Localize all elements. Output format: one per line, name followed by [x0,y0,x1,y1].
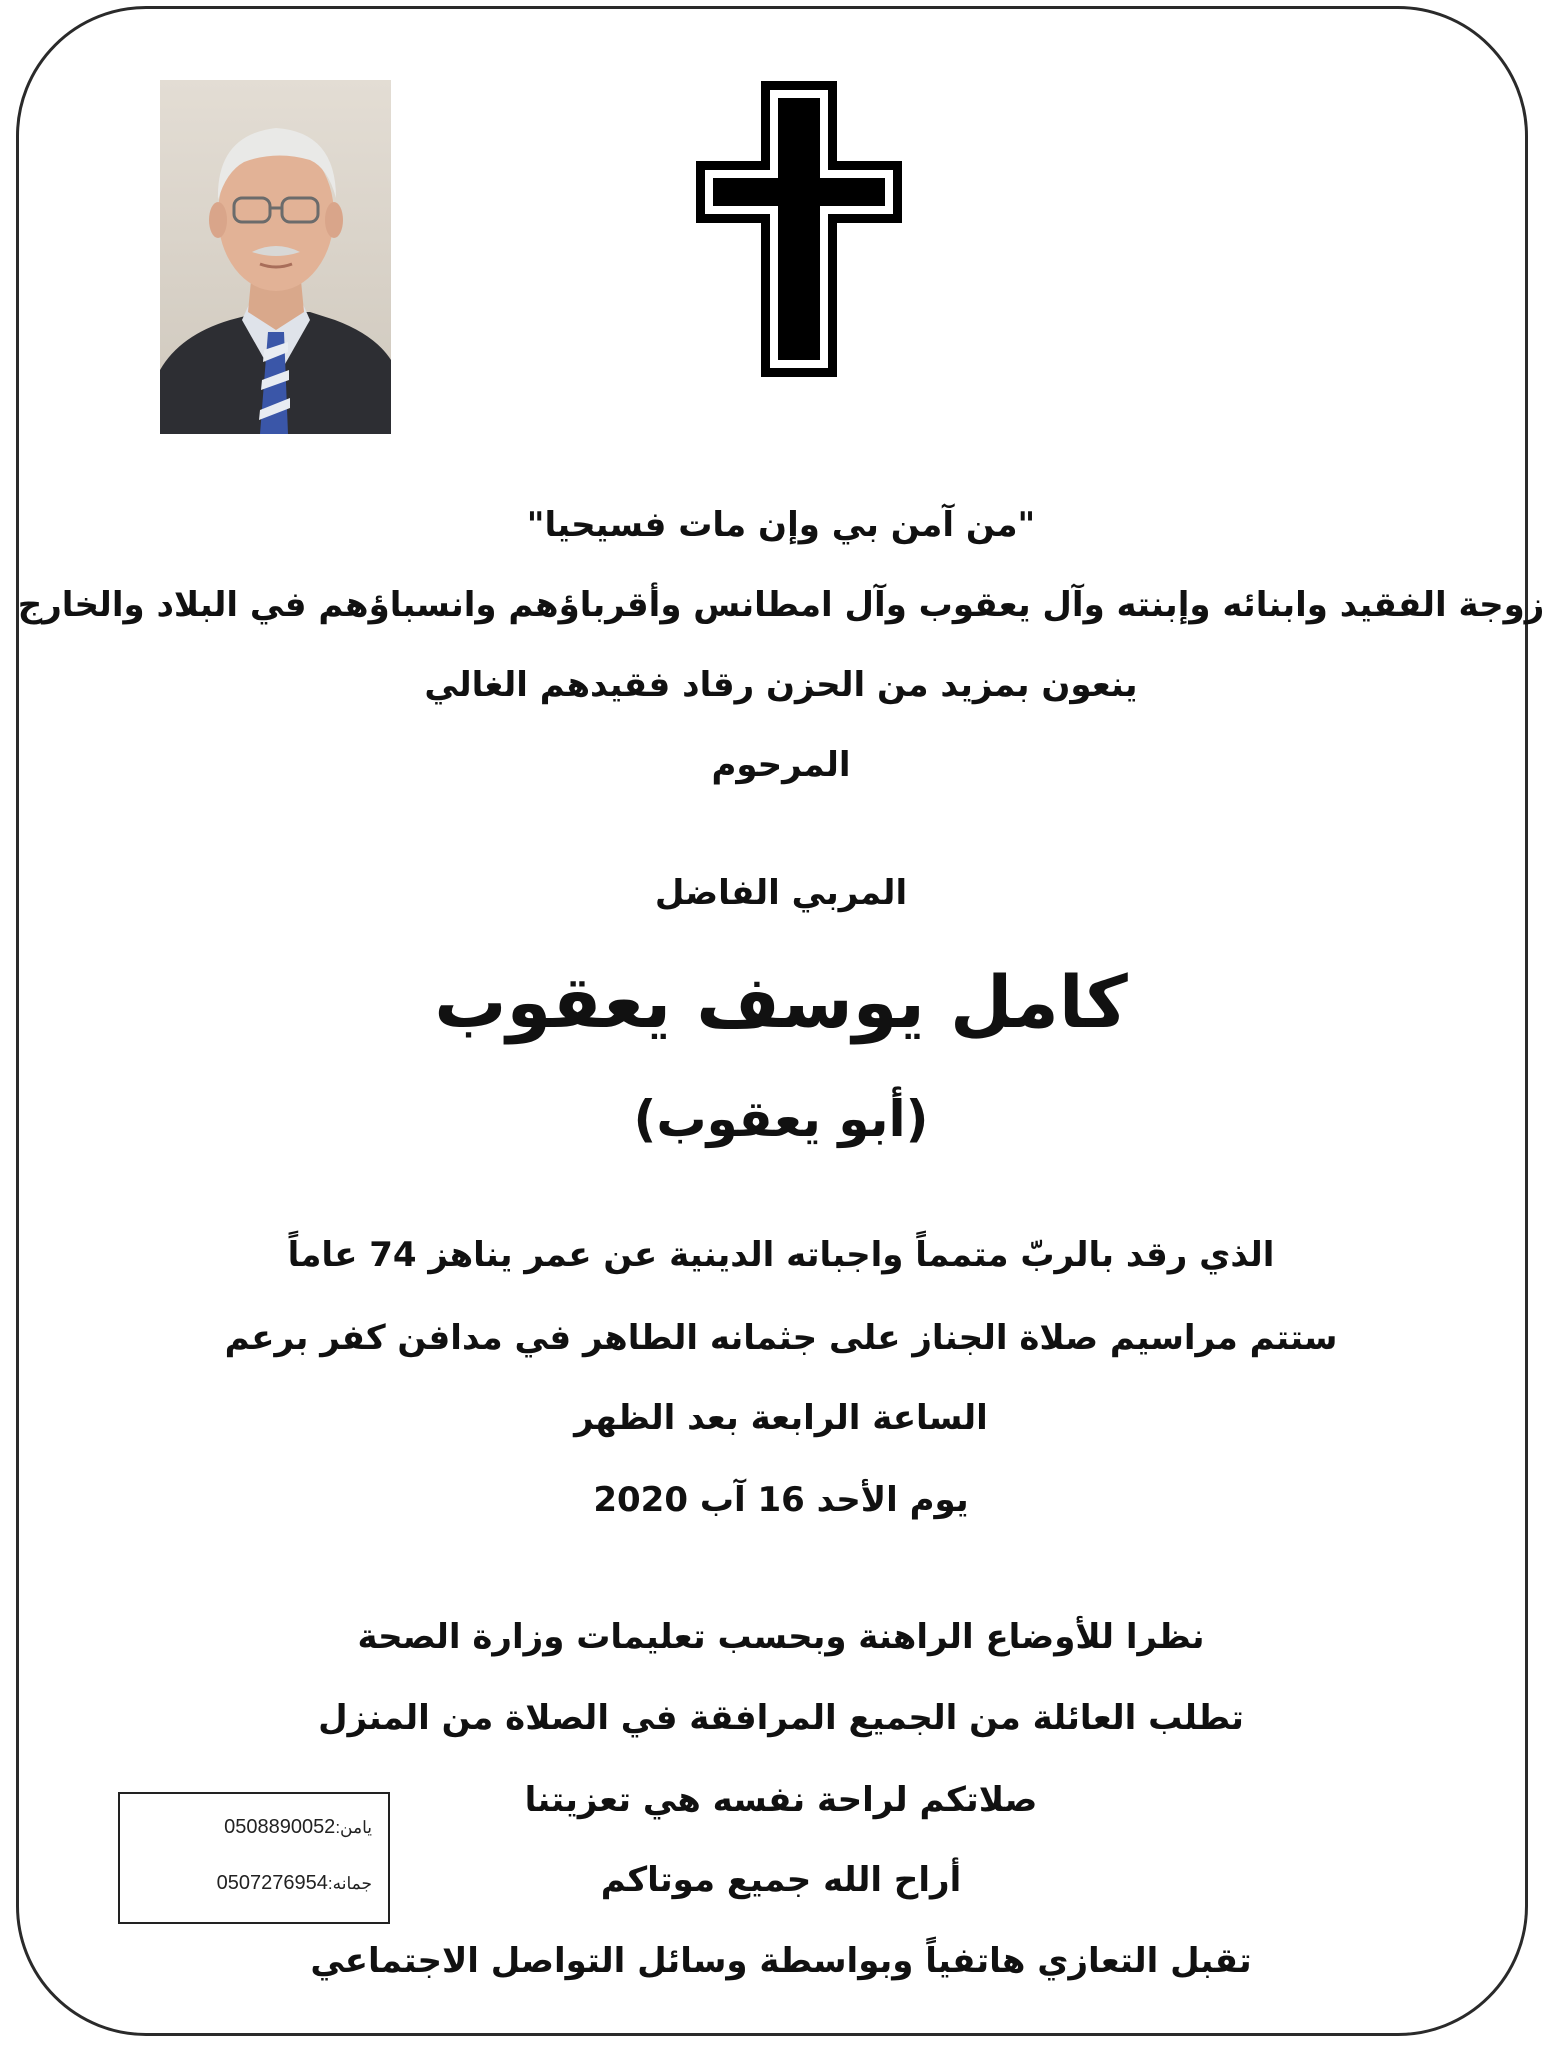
notice-line-4: أراح الله جميع موتاكم [600,1860,962,1900]
notice-line-2: تطلب العائلة من الجميع المرافقة في الصلاة من المنزل [318,1698,1244,1738]
notice-line-1: نظرا للأوضاع الراهنة وبحسب تعليمات وزارة الصحة [357,1617,1205,1657]
announcement-line: ينعون بمزيد من الحزن رقاد فقيدهم الغالي [424,665,1138,705]
notice-line-5: تقبل التعازي هاتفياً وبواسطة وسائل التواصل الاجتماعي [310,1941,1252,1981]
details-time-line: الساعة الرابعة بعد الظهر [574,1398,988,1438]
details-age-line: الذي رقد بالربّ متمماً واجباته الدينية عن عمر يناهز 74 عاماً [287,1235,1275,1275]
notice-line-3: صلاتكم لراحة نفسه هي تعزيتنا [524,1780,1038,1820]
details-date-line: يوم الأحد 16 آب 2020 [593,1480,969,1520]
late-title: المرحوم [711,745,851,785]
contact-name: يامن: [335,1818,372,1837]
contact-phone: 0508890052 [224,1816,336,1838]
honorific: المربي الفاضل [654,873,908,913]
deceased-nickname: (أبو يعقوب) [633,1090,929,1148]
details-funeral-line: ستتم مراسيم صلاة الجناز على جثمانه الطاهر في مدافن كفر برعم [224,1318,1338,1358]
contact-name: جمانه: [327,1874,372,1893]
cross-icon [694,79,904,379]
contacts-box [118,1792,390,1924]
contact-row [224,1816,372,1839]
bible-verse: "من آمن بي وإن مات فسيحيا" [526,505,1036,545]
contact-phone: 0507276954 [216,1872,328,1894]
contact-row [217,1872,372,1895]
deceased-portrait [160,80,391,434]
mourners-line: زوجة الفقيد وابنائه وإبنته وآل يعقوب وآل امطانس وأقرباؤهم وانسباؤهم في البلاد والخارج [17,585,1545,625]
deceased-name: كامل يوسف يعقوب [434,960,1128,1044]
